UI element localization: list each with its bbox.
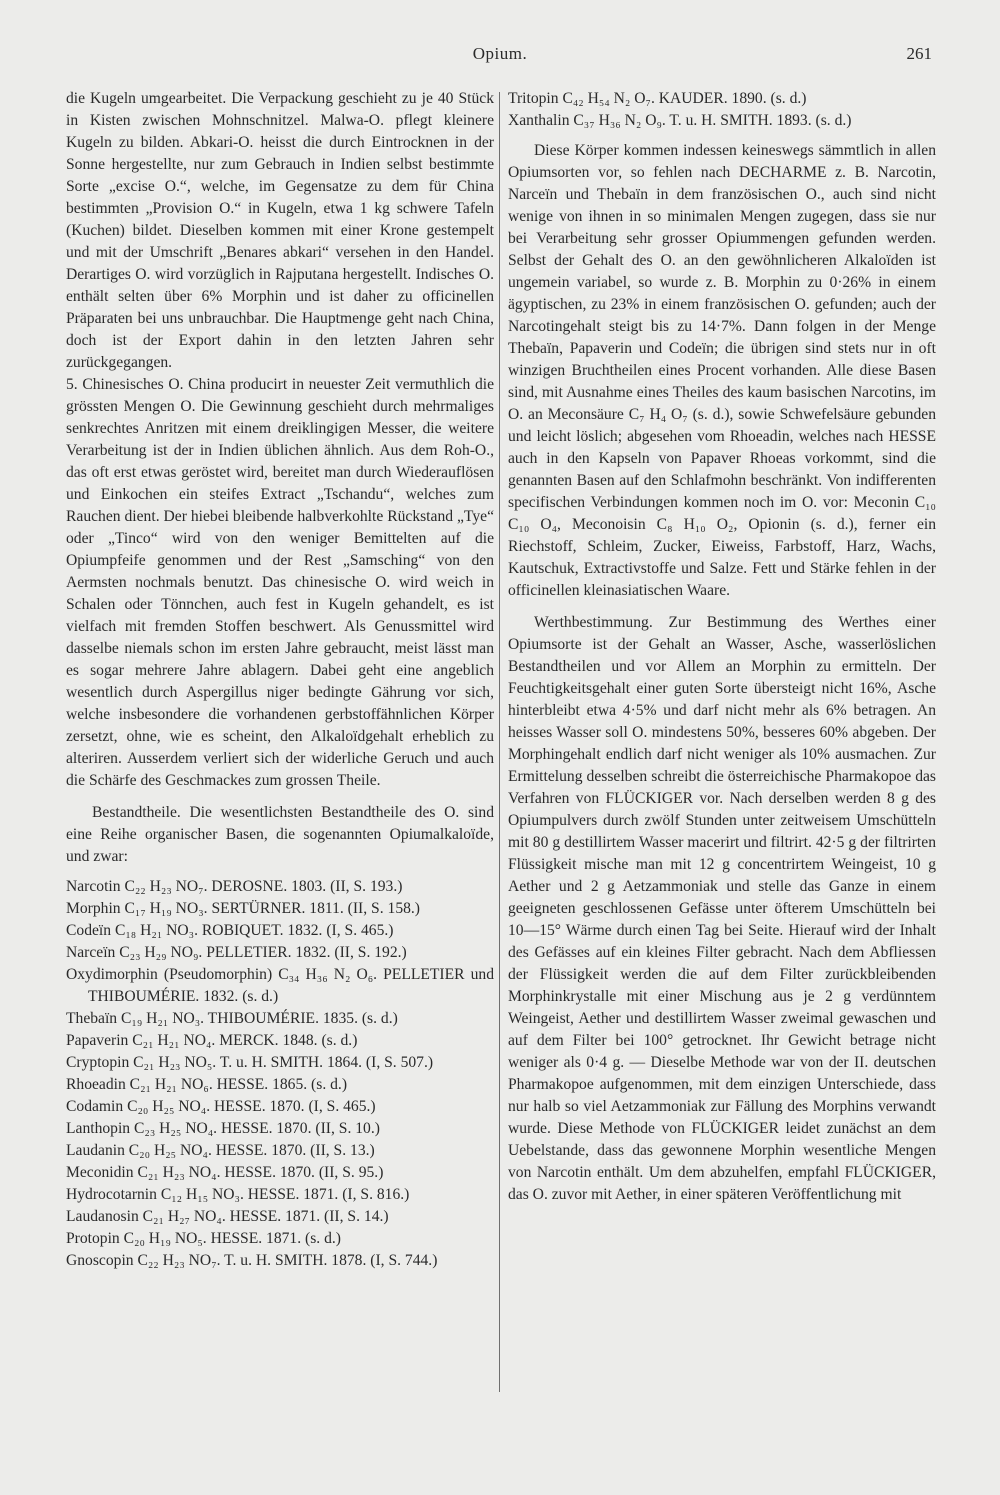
- alkaloid-entry: Codamin C₂₀ H₂₅ NO₄. HESSE. 1870. (I, S. 465.): [66, 1098, 376, 1115]
- left-column: [66, 88, 494, 1272]
- alkaloid-entry: Cryptopin C₂₁ H₂₃ NO₅. T. u. H. SMITH. 1864. (I, S. 507.): [66, 1054, 434, 1071]
- paragraph-alkaloid-distribution: Diese Körper kommen indessen keineswegs sämmtlich in allen Opiumsorten vor, so fehlen nach DECHARME z. B. Narcotin, Narceïn und Thebaïn in dem französischen O., auch sind nicht wenige von ihnen in so minimalen Mengen zugegen, dass sie nur bei Verarbeitung sehr grosser Opiummengen gefunden werden. Selbst der Gehalt des O. an den gewöhnlicheren Alkaloïden ist ungemein variabel, so wurde z. B. Morphin zu 0·26% in einem ägyptischen, zu 23% in einem französischen O. gefunden; auch der Narcotingehalt steigt bis zu 14·7%. Dann folgen in der Menge Thebaïn, Papaverin und Codeïn; die übrigen sind stets nur in oft winzigen Bruchtheilen eines Procent vorhanden. Alle diese Basen sind, mit Ausnahme eines Theiles des kaum basischen Narcotins, im O. an Meconsäure C₇ H₄ O₇ (s. d.), sowie Schwefelsäure gebunden und leicht löslich; abgesehen vom Rhoeadin, welches nach HESSE auch in den Kapseln von Papaver Rhoeas vorkommt, sind die genannten Basen auf den Schlafmohn beschränkt. Von indifferenten specifischen Verbindungen kommen noch im O. vor: Meconin C₁₀ C₁₀ O₄, Meconoisin C₈ H₁₀ O₂, Opionin (s. d.), ferner ein Riechstoff, Schleim, Zucker, Eiweiss, Farbstoff, Harz, Wachs, Kautschuk, Extractivstoffe und Salze. Fett und Stärke fehlen in der officinellen kleinasiatischen Waare.: [508, 142, 936, 599]
- alkaloid-entry: Protopin C₂₀ H₁₉ NO₅. HESSE. 1871. (s. d.): [66, 1230, 341, 1247]
- alkaloid-list-continued: [508, 88, 936, 132]
- alkaloid-entry: Narceïn C₂₃ H₂₉ NO₉. PELLETIER. 1832. (II, S. 192.): [66, 944, 407, 961]
- paragraph-opium-types: die Kugeln umgearbeitet. Die Verpackung geschieht zu je 40 Stück in Kisten zwischen Mohnschnitzel. Malwa-O. pflegt kleinere Kugeln zu bilden. Abkari-O. heisst die durch Eintrocknen in der Sonne hergestellte, nur zum Gebrauch in Indien selbst bestimmte Sorte „excise O.“, welche, im Gegensatze zu dem für China bestimmten „Provision O.“ in Kugeln, etwa 1 kg schwere Tafeln (Kuchen) bildet. Dieselben kommen mit einer Krone gestempelt und mit der Umschrift „Benares abkari“ versehen in den Handel. Derartiges O. wird vorzüglich in Rajputana hergestellt. Indisches O. enthält selten über 6% Morphin und ist daher zu officinellen Präparaten bei uns unbrauchbar. Die Hauptmenge geht nach China, doch ist der Export dahin in den letzten Jahren sehr zurückgegangen.: [66, 90, 494, 371]
- alkaloid-entry: Papaverin C₂₁ H₂₁ NO₄. MERCK. 1848. (s. d.): [66, 1032, 358, 1049]
- alkaloid-entry: Hydrocotarnin C₁₂ H₁₅ NO₃. HESSE. 1871. (I, S. 816.): [66, 1186, 410, 1203]
- alkaloid-entry: Xanthalin C₃₇ H₃₆ N₂ O₉. T. u. H. SMITH. 1893. (s. d.): [508, 112, 852, 129]
- running-title: Opium.: [472, 44, 528, 63]
- running-header: [0, 40, 1000, 70]
- alkaloid-entry: Laudanin C₂₀ H₂₅ NO₄. HESSE. 1870. (II, S. 13.): [66, 1142, 375, 1159]
- page-number: 261: [906, 44, 932, 63]
- alkaloid-entry: Meconidin C₂₁ H₂₃ NO₄. HESSE. 1870. (II, S. 95.): [66, 1164, 384, 1181]
- alkaloid-entry: Tritopin C₄₂ H₅₄ N₂ O₇. KAUDER. 1890. (s. d.): [508, 90, 807, 107]
- alkaloid-entry: Codeïn C₁₈ H₂₁ NO₃. ROBIQUET. 1832. (I, S. 465.): [66, 922, 394, 939]
- column-divider: [499, 92, 500, 1392]
- alkaloid-entry: Thebaïn C₁₉ H₂₁ NO₃. THIBOUMÉRIE. 1835. (s. d.): [66, 1010, 398, 1027]
- paragraph-constituents: Bestandtheile. Die wesentlichsten Bestandtheile des O. sind eine Reihe organischer Basen, die sogenannten Opiumalkaloïde, und zwar:: [66, 804, 494, 865]
- alkaloid-entry: Oxydimorphin (Pseudomorphin) C₃₄ H₃₆ N₂ O₆. PELLETIER und THIBOUMÉRIE. 1832. (s. d.): [66, 966, 494, 1005]
- alkaloid-list: [66, 876, 494, 1272]
- alkaloid-entry: Gnoscopin C₂₂ H₂₃ NO₇. T. u. H. SMITH. 1878. (I, S. 744.): [66, 1252, 438, 1269]
- alkaloid-entry: Rhoeadin C₂₁ H₂₁ NO₆. HESSE. 1865. (s. d.): [66, 1076, 348, 1093]
- right-column: [508, 88, 936, 1206]
- paragraph-chinese-opium: 5. Chinesisches O. China producirt in neuester Zeit vermuthlich die grössten Mengen O. Die Gewinnung geschieht durch mehrmaliges senkrechtes Anritzen mit einem dreiklingigen Messer, die weitere Verarbeitung ist der in Indien üblichen ähnlich. Aus dem Roh-O., das oft erst etwas geröstet wird, bereitet man durch Wiederauflösen und Einkochen ein steifes Extract „Tschandu“, welches zum Rauchen dient. Der hiebei bleibende halbverkohlte Rückstand „Tye“ oder „Tinco“ wird von den weniger Bemittelten auf die Opiumpfeife genommen und der Rest „Samsching“ von den Aermsten nochmals benutzt. Das chinesische O. wird weich in Schalen oder Tönnchen, auch fest in Kugeln gehandelt, es ist vielfach mit fremden Stoffen beschwert. Als Genussmittel wird dasselbe niemals schon im ersten Jahre gebraucht, meist lässt man es sogar mehrere Jahre ablagern. Dabei geht eine angeblich wesentlich durch Aspergillus niger bedingte Gährung vor sich, welche insbesondere die vorhandenen gerbstoffähnlichen Körper zersetzt, ohne, wie es scheint, den Alkaloïdgehalt erheblich zu alteriren. Ausserdem verliert sich der widerliche Geruch und auch die Schärfe des Geschmackes zum grossen Theile.: [66, 376, 494, 789]
- alkaloid-entry: Narcotin C₂₂ H₂₃ NO₇. DEROSNE. 1803. (II, S. 193.): [66, 878, 403, 895]
- alkaloid-entry: Laudanosin C₂₁ H₂₇ NO₄. HESSE. 1871. (II, S. 14.): [66, 1208, 389, 1225]
- alkaloid-entry: Morphin C₁₇ H₁₉ NO₃. SERTÜRNER. 1811. (II, S. 158.): [66, 900, 421, 917]
- paragraph-assay: Werthbestimmung. Zur Bestimmung des Werthes einer Opiumsorte ist der Gehalt an Wasser, Asche, wasserlöslichen Bestandtheilen und vor Allem an Morphin zu ermitteln. Der Feuchtigkeitsgehalt einer guten Sorte übersteigt nicht 16%, Asche hinterbleibt etwa 4·5% und darf nicht mehr als 6% betragen. An heisses Wasser soll O. mindestens 50%, besseres 60% abgeben. Der Morphingehalt endlich darf nicht weniger als 10% ausmachen. Zur Ermittelung desselben schreibt die österreichische Pharmakopoe das Verfahren von FLÜCKIGER vor. Nach derselben werden 8 g des Opiumpulvers durch zwölf Stunden unter zeitweisem Umschütteln mit 80 g destillirtem Wasser macerirt und filtrirt. 42·5 g der filtrirten Flüssigkeit mische man mit 12 g concentrirtem Weingeist, 10 g Aether und 2 g Aetzammoniak und stelle das Ganze in einem geeigneten geschlossenen Gefässe unter öfterem Umschütteln bei 10—15° Wärme durch einen Tag bei Seite. Hierauf wird der Inhalt des Gefässes auf ein kleines Filter gebracht. Nach dem Abfliessen der Flüssigkeit werden die auf dem Filter zurückbleibenden Morphinkrystalle mit einer Mischung aus je 2 g verdünntem Weingeist, Aether und destillirtem Wasser zweimal gewaschen und auf dem Filter bei 100° getrocknet. Ihr Gewicht betrage nicht weniger als 0·4 g. — Dieselbe Methode war von der II. deutschen Pharmakopoe aufgenommen, mit dem einzigen Unterschiede, dass nur halb so viel Aetzammoniak zur Fällung des Morphins verwandt wurde. Diese Methode von FLÜCKIGER leidet zunächst an dem Uebelstande, dass das gewonnene Morphin wesentliche Mengen von Narcotin enthält. Um dem abzuhelfen, empfahl FLÜCKIGER, das O. zuvor mit Aether, in einer späteren Veröffentlichung mit: [508, 614, 936, 1203]
- alkaloid-entry: Lanthopin C₂₃ H₂₅ NO₄. HESSE. 1870. (II, S. 10.): [66, 1120, 380, 1137]
